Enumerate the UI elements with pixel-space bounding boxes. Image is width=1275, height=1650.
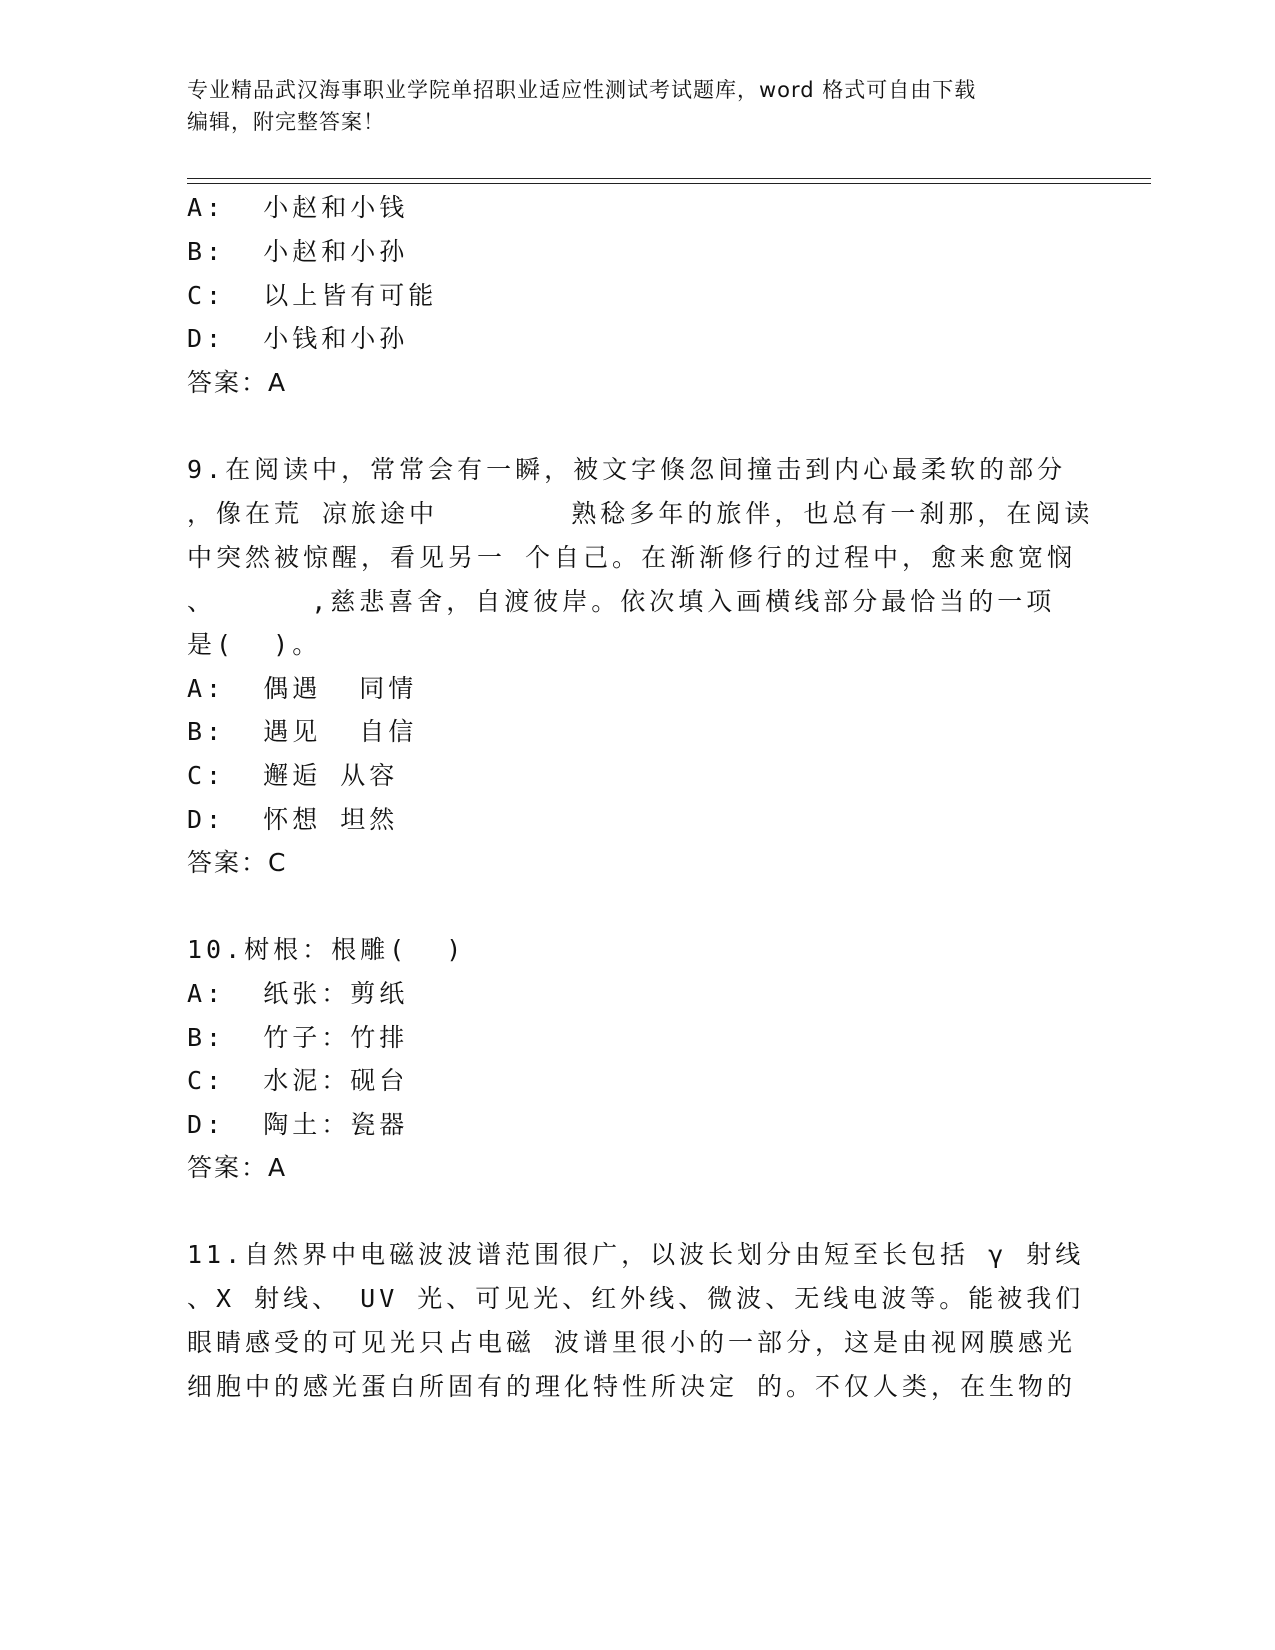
q9-stem-line-3: 中突然被惊醒，看见另一 个自己。在渐渐修行的过程中，愈来愈宽悯 xyxy=(187,543,1077,572)
q9-stem-line-2: ，像在荒 凉旅途中 熟稔多年的旅伴，也总有一刹那，在阅读 xyxy=(187,499,1094,528)
q8-option-c: C: 以上皆有可能 xyxy=(187,281,438,310)
q10-stem: 10.树根：根雕( ) xyxy=(187,935,466,964)
q8-option-b: B: 小赵和小孙 xyxy=(187,237,409,266)
q10-option-d: D: 陶土：瓷器 xyxy=(187,1110,409,1139)
header-rule-bottom xyxy=(187,183,1151,184)
q9-option-a: A: 偶遇 同情 xyxy=(187,674,418,703)
q10-option-c: C: 水泥：砚台 xyxy=(187,1066,409,1095)
header-rule-top xyxy=(187,178,1151,179)
q11-stem-line-2: 、X 射线、 UV 光、可见光、红外线、微波、无线电波等。能被我们 xyxy=(187,1284,1085,1313)
q10-option-b: B: 竹子：竹排 xyxy=(187,1023,409,1052)
q8-answer: 答案：A xyxy=(187,368,288,397)
q11-stem-line-3: 眼睛感受的可见光只占电磁 波谱里很小的一部分，这是由视网膜感光 xyxy=(187,1328,1077,1357)
document-header xyxy=(187,74,1087,138)
q11-stem-line-4: 细胞中的感光蛋白所固有的理化特性所决定 的。不仅人类，在生物的 xyxy=(187,1372,1077,1401)
q9-option-d: D: 怀想 坦然 xyxy=(187,805,399,834)
q9-stem-line-4: 、 ,慈悲喜舍，自渡彼岸。依次填入画横线部分最恰当的一项 xyxy=(187,587,1056,616)
header-line-1: 专业精品武汉海事职业学院单招职业适应性测试考试题库，word 格式可自由下载 xyxy=(187,78,977,102)
header-line-2: 编辑，附完整答案！ xyxy=(187,110,385,134)
q9-answer: 答案：C xyxy=(187,848,288,877)
q9-option-c: C: 邂逅 从容 xyxy=(187,761,399,790)
q10-option-a: A: 纸张：剪纸 xyxy=(187,979,409,1008)
q8-option-d: D: 小钱和小孙 xyxy=(187,324,409,353)
q8-option-a: A: 小赵和小钱 xyxy=(187,193,409,222)
q9-option-b: B: 遇见 自信 xyxy=(187,717,418,746)
q9-stem-line-1: 9.在阅读中，常常会有一瞬，被文字倏忽间撞击到内心最柔软的部分 xyxy=(187,455,1067,484)
q9-stem-line-5: 是( )。 xyxy=(187,630,322,659)
q11-stem-line-1: 11.自然界中电磁波波谱范围很广，以波长划分由短至长包括 γ 射线 xyxy=(187,1240,1085,1269)
q10-answer: 答案：A xyxy=(187,1153,288,1182)
